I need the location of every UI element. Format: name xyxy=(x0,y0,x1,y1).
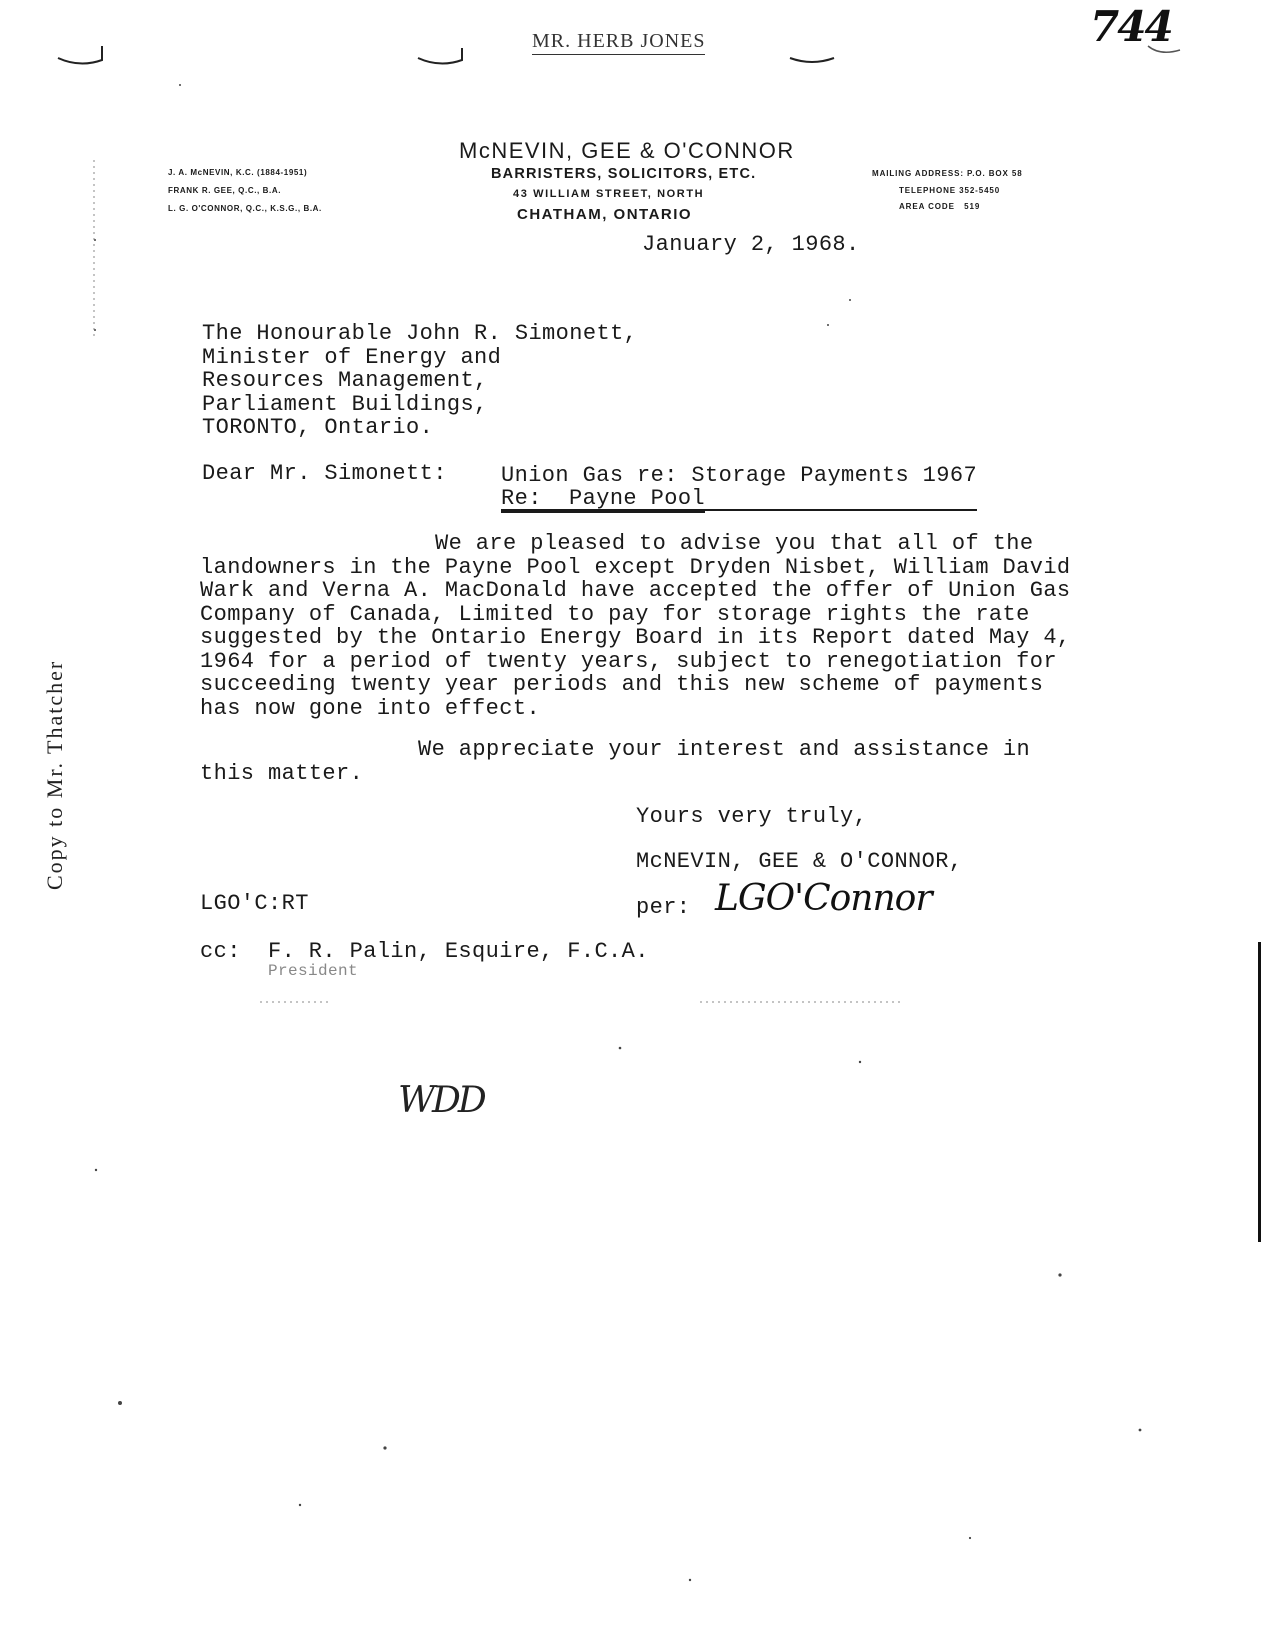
closing: Yours very truly, xyxy=(636,804,868,829)
signature: LGO'Connor xyxy=(715,878,932,919)
body-line: this matter. xyxy=(200,760,364,786)
body-line: We appreciate your interest and assistance in xyxy=(418,737,1031,762)
recipient-line: Parliament Buildings, xyxy=(202,391,488,417)
recipient-line: Resources Management, xyxy=(202,368,488,393)
page-number: 744 xyxy=(1090,2,1172,51)
cc-title: President xyxy=(268,962,359,980)
body-line: Wark and Verna A. MacDonald have accepted the offer of Union Gas xyxy=(200,578,1071,603)
partner-3: L. G. O'CONNOR, Q.C., K.S.G., B.A. xyxy=(168,204,322,213)
recipient-line: The Honourable John R. Simonett, xyxy=(202,321,638,346)
header-note: MR. HERB JONES xyxy=(532,30,705,55)
firm-subtitle: BARRISTERS, SOLICITORS, ETC. xyxy=(491,166,757,182)
per-label: per: xyxy=(636,895,691,920)
partner-2: FRANK R. GEE, Q.C., B.A. xyxy=(168,186,282,195)
telephone: TELEPHONE 352-5450 xyxy=(899,185,1001,195)
subject-reference-text: Re: Payne Pool xyxy=(501,486,706,511)
firm-signature-line: McNEVIN, GEE & O'CONNOR, xyxy=(636,849,963,874)
letter-date: January 2, 1968. xyxy=(642,232,860,257)
firm-name: McNEVIN, GEE & O'CONNOR xyxy=(459,138,795,163)
cc-name: F. R. Palin, Esquire, F.C.A. xyxy=(268,939,649,964)
body-line: has now gone into effect. xyxy=(200,695,541,721)
firm-city: CHATHAM, ONTARIO xyxy=(517,206,693,223)
reference-initials: LGO'C:RT xyxy=(200,891,309,916)
mailing-address: MAILING ADDRESS: P.O. BOX 58 xyxy=(872,169,1023,178)
body-line: Company of Canada, Limited to pay for storage rights the rate xyxy=(200,601,1030,627)
recipient-line: TORONTO, Ontario. xyxy=(202,415,434,440)
partner-1: J. A. McNEVIN, K.C. (1884-1951) xyxy=(168,168,308,177)
firm-street: 43 WILLIAM STREET, NORTH xyxy=(513,188,705,200)
body-line: succeeding twenty year periods and this new scheme of payments xyxy=(200,672,1044,697)
margin-note: Copy to Mr. Thatcher xyxy=(42,659,67,890)
body-line: landowners in the Payne Pool except Dryden Nisbet, William David xyxy=(200,554,1071,580)
area-code: AREA CODE 519 xyxy=(899,202,981,211)
cc-label: cc: xyxy=(200,939,241,964)
body-line: 1964 for a period of twenty years, subject to renegotiation for xyxy=(200,648,1057,674)
initials-bottom: WDD xyxy=(398,1080,484,1121)
body-line: suggested by the Ontario Energy Board in its Report dated May 4, xyxy=(200,625,1071,650)
body-line: We are pleased to advise you that all of the xyxy=(435,531,1034,556)
recipient-line: Minister of Energy and xyxy=(202,344,502,370)
subject-line: Union Gas re: Storage Payments 1967 xyxy=(501,463,978,488)
salutation: Dear Mr. Simonett: xyxy=(202,461,447,486)
